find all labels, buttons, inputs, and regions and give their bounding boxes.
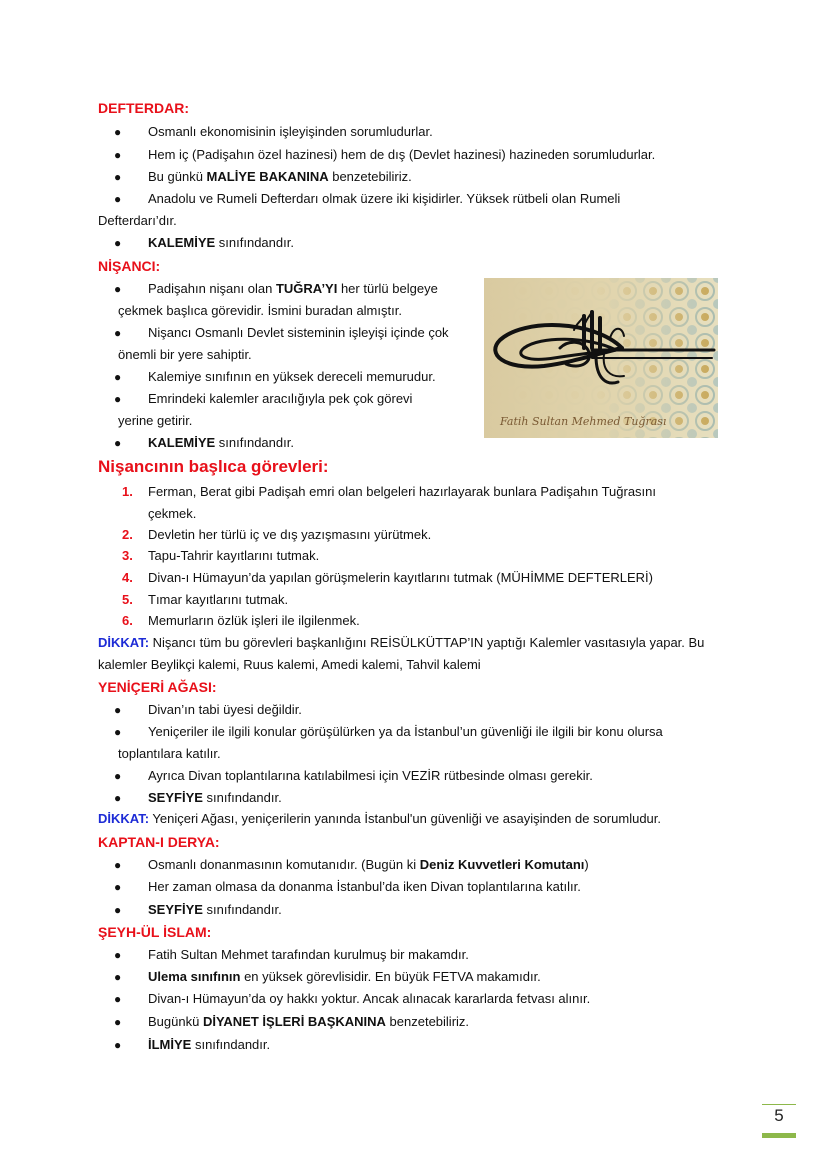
bullet-icon: ● <box>114 880 122 894</box>
section-heading-nisanci: NİŞANCI: <box>98 258 161 274</box>
bullet-icon: ● <box>114 858 122 872</box>
section-heading-seyhulislam: ŞEYH-ÜL İSLAM: <box>98 924 212 940</box>
page-number-rule <box>762 1104 796 1105</box>
list-item-continuation: önemli bir yere sahiptir. <box>118 347 252 362</box>
bullet-icon: ● <box>114 282 122 296</box>
bullet-icon: ● <box>114 236 122 250</box>
section-heading-gorevler: Nişancının başlıca görevleri: <box>98 457 329 476</box>
list-item-continuation: Defterdarı’dır. <box>98 213 177 228</box>
bullet-icon: ● <box>114 125 122 139</box>
section-heading-kaptan: KAPTAN-I DERYA: <box>98 834 220 850</box>
list-item-continuation: çekmek. <box>148 506 197 521</box>
list-item-continuation: yerine getirir. <box>118 413 193 428</box>
bullet-icon: ● <box>114 170 122 184</box>
bullet-icon: ● <box>114 903 122 917</box>
page-number: 5 <box>774 1106 784 1125</box>
bullet-icon: ● <box>114 703 122 717</box>
list-item-continuation: çekmek başlıca görevidir. İsmini buradan almıştır. <box>118 303 402 318</box>
bullet-icon: ● <box>114 326 122 340</box>
bullet-icon: ● <box>114 392 122 406</box>
bullet-icon: ● <box>114 992 122 1006</box>
bullet-icon: ● <box>114 791 122 805</box>
bullet-icon: ● <box>114 948 122 962</box>
document-page: DEFTERDAR: ● Osmanlı ekonomisinin işleyişinden sorumludurlar. ● Hem iç (Padişahın özel hazinesi) hem de dış (Devlet hazinesi) hazineden sorumludurlar. ● Bu günkü MALİYE BAKANINA benzetebiliriz. ● Anadolu ve Rumeli Defterdarı olmak üzere iki kişidirler. Yüksek rütbeli olan Rumeli Defterdarı’dır. ● KALEMİYE sınıfındandır. NİŞANCI: ● Padişahın nişanı olan TUĞRA’YI her türlü belgeye çekmek başlıca görevidir. İsmini buradan almıştır. ● Nişancı Osmanlı Devlet sisteminin işleyişi içinde çok önemli bir yere sahiptir. ● Kalemiye sınıfının en yüksek dereceli memurudur. ● Emrindeki kalemler aracılığıyla pek çok görevi yerine getirir. ● KALEMİYE sınıfındandır. Fatih Sultan Mehmed Tuğrası Nişancının başlıca görevleri: 1. Ferman, Berat gibi Padişah emri olan belgeleri hazırlayarak bunlara Padişahın Tuğrasını çekmek. 2. Devletin her türlü iç ve dış yazışmasını yürütmek. 3. Tapu-Tahrir kayıtlarını tutmak. 4. Divan-ı Hümayun’da yapılan görüşmelerin kayıtlarını tutmak (MÜHİMME DEFTERLERİ) 5. Tımar kayıtlarını tutmak. 6. Memurların özlük işleri ile ilgilenmek. DİKKAT: Nişancı tüm bu görevleri başkanlığını REİSÜLKÜTTAP’IN yaptığı Kalemler vasıtasıyla yapar. Bu kalemler Beylikçi kalemi, Ruus kalemi, Amedi kalemi, Tahvil kalemi YENİÇERİ AĞASI: ● Divan’ın tabi üyesi değildir. ● Yeniçeriler ile ilgili konular görüşülürken ya da İstanbul’un güvenliği ile ilgili bir konu olursa toplantılara katılır. ● Ayrıca Divan toplantılarına katılabilmesi için VEZİR rütbesinde olması gerekir. ● SEYFİYE sınıfındandır. DİKKAT: Yeniçeri Ağası, yeniçerilerin yanında İstanbul'un güvenliği ve asayişinden de sorumludur. KAPTAN-I DERYA: ● Osmanlı donanmasının komutanıdır. (Bugün ki Deniz Kuvvetleri Komutanı) ● Her zaman olmasa da donanma İstanbul’da iken Divan toplantılarına katılır. ● SEYFİYE sınıfındandır. ŞEYH-ÜL İSLAM: ● Fatih Sultan Mehmet tarafından kurulmuş bir makamdır. ● Ulema sınıfının en yüksek görevlisidir. En büyük FETVA makamıdır. ● Divan-ı Hümayun’da oy hakkı yoktur. Ancak alınacak kararlarda fetvası alınır. ● Bugünkü DİYANET İŞLERİ BAŞKANINA benzetebiliriz. ● İLMİYE sınıfındandır. 5 <box>0 0 828 1171</box>
bullet-icon: ● <box>114 192 122 206</box>
section-heading-yeniceri: YENİÇERİ AĞASI: <box>98 679 217 695</box>
bullet-icon: ● <box>114 370 122 384</box>
tugra-illustration <box>484 278 718 438</box>
bullet-icon: ● <box>114 1015 122 1029</box>
dikkat-note-continuation: kalemler Beylikçi kalemi, Ruus kalemi, Amedi kalemi, Tahvil kalemi <box>98 657 481 672</box>
bullet-icon: ● <box>114 1038 122 1052</box>
list-item-continuation: toplantılara katılır. <box>118 746 221 761</box>
bullet-icon: ● <box>114 725 122 739</box>
bullet-icon: ● <box>114 436 122 450</box>
page-number-bar <box>762 1133 796 1138</box>
image-caption: Fatih Sultan Mehmed Tuğrası <box>500 415 667 428</box>
dikkat-note: DİKKAT: Nişancı tüm bu görevleri başkanlığını REİSÜLKÜTTAP’IN yaptığı Kalemler vasıtasıyla yapar. Bu <box>98 635 705 650</box>
dikkat-note: DİKKAT: Yeniçeri Ağası, yeniçerilerin yanında İstanbul'un güvenliği ve asayişinden de sorumludur. <box>98 811 662 826</box>
bullet-icon: ● <box>114 769 122 783</box>
section-heading-defterdar: DEFTERDAR: <box>98 100 189 116</box>
bullet-icon: ● <box>114 148 122 162</box>
bullet-icon: ● <box>114 970 122 984</box>
tugra-image <box>484 278 718 438</box>
